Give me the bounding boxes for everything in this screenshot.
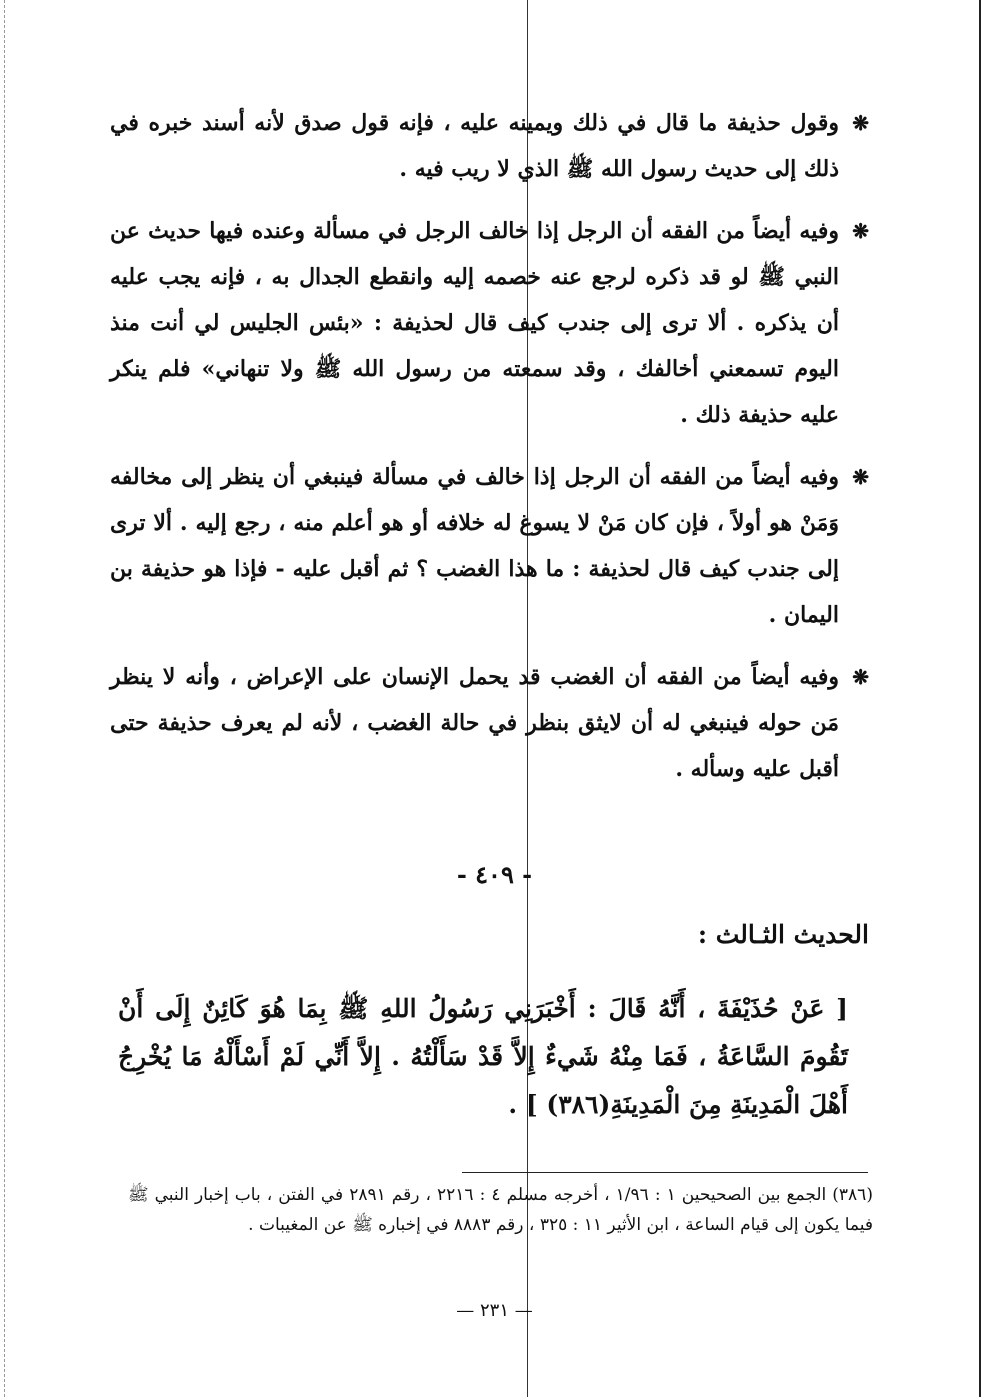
hadith-heading: الحديث الثـالث : [697,920,869,949]
commentary-paragraph-1 [110,100,869,192]
commentary-paragraph-3 [110,454,869,638]
star-bullet-icon: ❋ [852,111,869,135]
footnote-divider [462,1172,868,1173]
page-number: — ٢٣١ — [456,1300,533,1321]
commentary-paragraph-4 [110,654,869,792]
star-bullet-icon: ❋ [852,665,869,689]
star-bullet-icon: ❋ [852,465,869,489]
paragraph-text: وفيه أيضاً من الفقه أن الرجل إذا خالف الرجل في مسألة وعنده فيها حديث عن النبي ﷺ لو قد ذكره لرجع عنه خصمه إليه وانقطع الجدال به ، فإنه يجب عليه أن يذكره . ألا ترى إلى جندب كيف قال لحذيفة : «بئس الجليس لي أنت منذ اليوم تسمعني أخالفك ، وقد سمعته من رسول الله ﷺ ولا تنهاني» فلم ينكر عليه حذيفة ذلك . [110,218,839,428]
page-edge-left [4,0,6,1397]
commentary-body [110,100,869,808]
footnote: (٣٨٦) الجمع بين الصحيحين ١ : ١/٩٦ ، أخرجه مسلم ٤ : ٢٢١٦ ، رقم ٢٨٩١ في الفتن ، باب إخبار النبي ﷺ فيما يكون إلى قيام الساعة ، ابن الأثير ١١ : ٣٢٥ ، رقم ٨٨٨٣ في إخباره ﷺ عن المغيبات . [128,1185,873,1235]
star-bullet-icon: ❋ [852,219,869,243]
paragraph-text: وفيه أيضاً من الفقه أن الرجل إذا خالف في مسألة فينبغي أن ينظر إلى مخالفه وَمَنْ هو أولاً ، فإن كان مَنْ لا يسوغ له خلافه أو هو أعلم منه ، رجع إليه . ألا ترى إلى جندب كيف قال لحذيفة : ما هذا الغضب ؟ ثم أقبل عليه - فإذا هو حذيفة بن اليمان . [110,464,839,628]
section-number: - ٤٠٩ - [456,860,533,889]
paragraph-text: وقول حذيفة ما قال في ذلك ويمينه عليه ، فإنه قول صدق لأنه أسند خبره في ذلك إلى حديث رسول الله ﷺ الذي لا ريب فيه . [110,110,839,182]
page-edge-right [979,0,981,1397]
commentary-paragraph-2 [110,208,869,438]
paragraph-text: وفيه أيضاً من الفقه أن الغضب قد يحمل الإنسان على الإعراض ، وأنه لا ينظر مَن حوله فينبغي له أن لايثق بنظر في حالة الغضب ، لأنه لم يعرف حذيفة حتى أقبل عليه وسأله . [110,664,839,782]
hadith-text: [ عَنْ حُذَيْفَةَ ، أَنَّهُ قَالَ : أَخْبَرَنِي رَسُولُ اللهِ ﷺ بِمَا هُوَ كَائِنٌ إِلَى أَنْ تَقُومَ السَّاعَةُ ، فَمَا مِنْهُ شَيءٌ إِلاَّ قَدْ سَأَلْتُهُ . إِلاَّ أَنِّي لَمْ أَسْأَلْهُ مَا يُخْرِجُ أَهْلَ الْمَدِينَةِ مِنَ الْمَدِينَةِ(٣٨٦) ] . [118,994,848,1119]
